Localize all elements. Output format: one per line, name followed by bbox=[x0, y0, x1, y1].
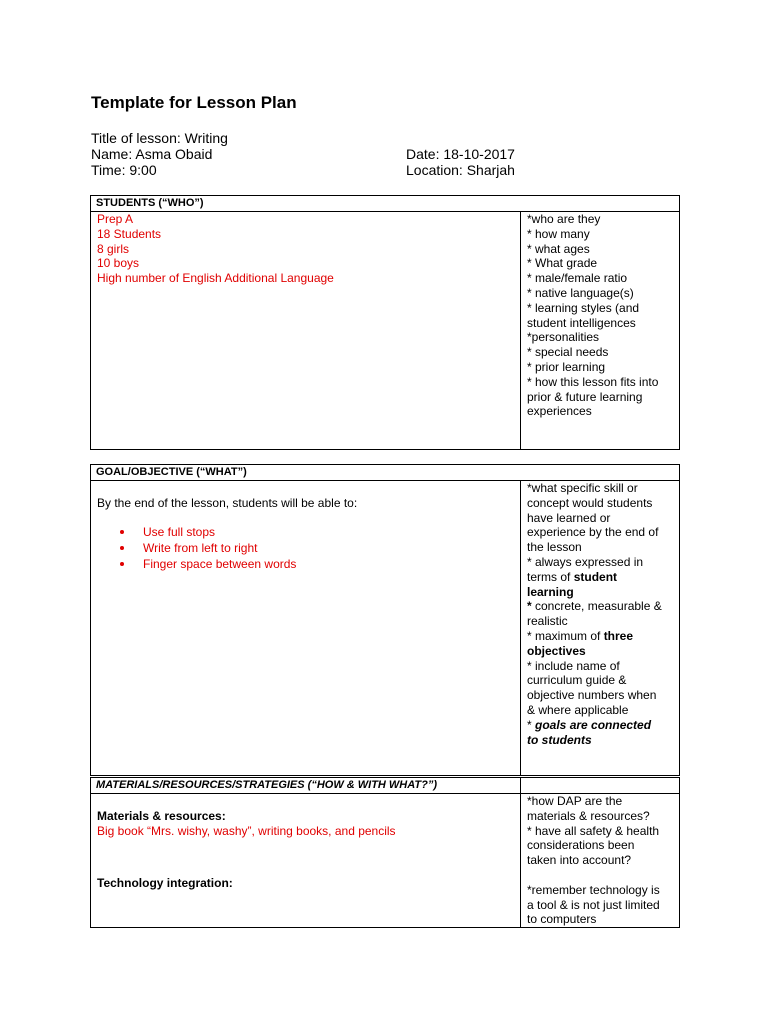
lesson-title: Title of lesson: Writing bbox=[91, 130, 228, 146]
guide-line: * native language(s) bbox=[527, 285, 634, 300]
materials-section bbox=[90, 777, 680, 928]
objective-item: Finger space between words bbox=[143, 556, 520, 572]
guide-line: a tool & is not just limited bbox=[527, 897, 660, 912]
guide-line: * special needs bbox=[527, 345, 609, 360]
guide-line: * how many bbox=[527, 226, 590, 241]
goal-intro: By the end of the lesson, students will be able to: bbox=[97, 496, 358, 510]
guide-emphasis: * bbox=[527, 599, 532, 614]
students-header: STUDENTS (“WHO”) bbox=[91, 196, 680, 212]
students-line: Prep A bbox=[97, 212, 134, 226]
guide-line: to computers bbox=[527, 912, 597, 927]
guide-line bbox=[527, 599, 679, 614]
guide-line: experiences bbox=[527, 404, 592, 419]
guide-emphasis: to students bbox=[527, 732, 592, 747]
students-guide bbox=[521, 212, 680, 450]
students-section bbox=[90, 195, 680, 450]
students-line: 10 boys bbox=[97, 256, 140, 271]
guide-line: *who are they bbox=[527, 212, 601, 226]
guide-line: * prior learning bbox=[527, 359, 606, 374]
guide-line bbox=[527, 585, 679, 600]
guide-line: * male/female ratio bbox=[527, 271, 628, 286]
guide-line: materials & resources? bbox=[527, 808, 650, 823]
guide-line: objective numbers when bbox=[527, 688, 657, 703]
guide-line: concept would students bbox=[527, 495, 653, 510]
lesson-time: Time: 9:00 bbox=[91, 162, 157, 178]
lesson-date: Date: 18-10-2017 bbox=[406, 146, 515, 162]
goal-content bbox=[91, 481, 521, 776]
guide-line bbox=[527, 629, 679, 644]
objective-list bbox=[97, 524, 520, 572]
lesson-location: Location: Sharjah bbox=[406, 162, 515, 178]
guide-line: * how this lesson fits into bbox=[527, 374, 659, 389]
guide-emphasis: learning bbox=[527, 584, 574, 599]
guide-text: terms of bbox=[527, 569, 574, 584]
students-line: 8 girls bbox=[97, 241, 130, 256]
guide-line: * include name of bbox=[527, 658, 620, 673]
guide-line: * What grade bbox=[527, 256, 598, 271]
guide-line: curriculum guide & bbox=[527, 673, 627, 688]
guide-line: considerations been bbox=[527, 838, 635, 853]
guide-line: * learning styles (and bbox=[527, 300, 640, 315]
guide-line: & where applicable bbox=[527, 702, 629, 717]
students-content bbox=[91, 212, 521, 450]
guide-line: *remember technology is bbox=[527, 882, 660, 897]
guide-line: * what ages bbox=[527, 241, 590, 256]
materials-header-blank bbox=[521, 778, 680, 794]
guide-emphasis: objectives bbox=[527, 643, 586, 658]
guide-line: prior & future learning bbox=[527, 389, 643, 404]
guide-line: * have all safety & health bbox=[527, 823, 660, 838]
goal-section bbox=[90, 464, 680, 776]
guide-line: *what specific skill or bbox=[527, 481, 638, 495]
guide-line bbox=[527, 733, 679, 748]
guide-line: have learned or bbox=[527, 510, 611, 525]
guide-line: taken into account? bbox=[527, 853, 632, 868]
guide-line: *personalities bbox=[527, 330, 600, 345]
teacher-name: Name: Asma Obaid bbox=[91, 146, 213, 162]
guide-line bbox=[527, 718, 679, 733]
objective-item: Write from left to right bbox=[143, 540, 520, 556]
guide-line: student intelligences bbox=[527, 315, 636, 330]
materials-header: MATERIALS/RESOURCES/STRATEGIES (“HOW & WITH WHAT?”) bbox=[91, 778, 521, 794]
guide-line: * always expressed in bbox=[527, 554, 644, 569]
guide-line bbox=[527, 644, 679, 659]
guide-emphasis: student bbox=[573, 569, 618, 584]
guide-spacer bbox=[527, 868, 679, 883]
materials-content bbox=[91, 794, 521, 928]
page-title: Template for Lesson Plan bbox=[91, 93, 297, 112]
materials-label: Materials & resources: bbox=[97, 809, 226, 823]
guide-text: * bbox=[527, 717, 536, 732]
guide-line: *how DAP are the bbox=[527, 794, 623, 808]
guide-line: experience by the end of bbox=[527, 525, 659, 540]
guide-emphasis: goals are connected bbox=[535, 717, 652, 732]
goal-header: GOAL/OBJECTIVE (“WHAT”) bbox=[91, 465, 680, 481]
materials-value: Big book “Mrs. wishy, washy”, writing books, and pencils bbox=[97, 823, 396, 838]
guide-line: realistic bbox=[527, 614, 568, 629]
students-line: High number of English Additional Language bbox=[97, 271, 334, 286]
guide-line: the lesson bbox=[527, 540, 582, 555]
guide-emphasis: three bbox=[603, 628, 634, 643]
objective-item: Use full stops bbox=[143, 524, 520, 540]
guide-line bbox=[527, 570, 679, 585]
materials-guide bbox=[521, 794, 680, 928]
students-line: 18 Students bbox=[97, 226, 162, 241]
technology-label: Technology integration: bbox=[97, 875, 233, 890]
guide-text: * maximum of bbox=[527, 628, 604, 643]
goal-guide bbox=[521, 481, 680, 776]
guide-text: concrete, measurable & bbox=[531, 599, 662, 614]
